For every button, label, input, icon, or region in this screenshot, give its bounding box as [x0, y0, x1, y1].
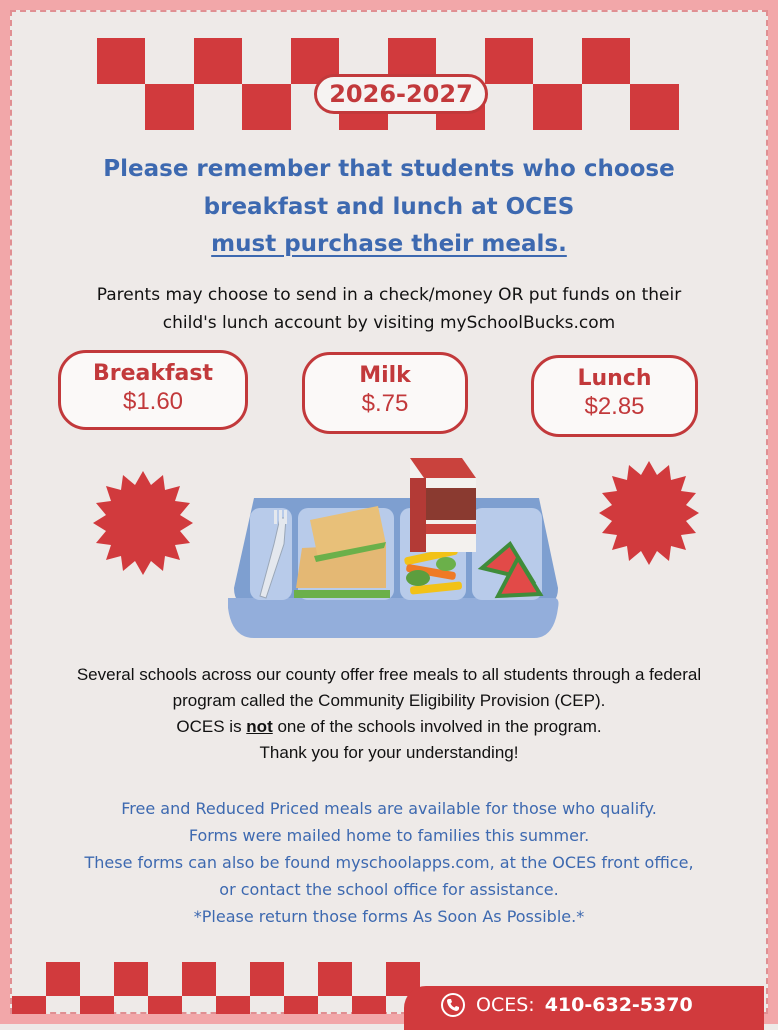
cep-line-4: Thank you for your understanding!: [259, 743, 519, 762]
price-value-milk: $.75: [361, 390, 409, 417]
free-reduced-line-2: Forms were mailed home to families this summer.: [188, 826, 590, 845]
phone-icon: [440, 992, 466, 1018]
headline-line-1: Please remember that students who choose: [103, 156, 675, 182]
price-value-lunch: $2.85: [584, 393, 645, 420]
year-badge: 2026-2027: [314, 74, 488, 114]
contact-phone-number[interactable]: 410-632-5370: [544, 994, 693, 1016]
headline-line-2: breakfast and lunch at OCES: [203, 194, 575, 220]
headline-line-3: must purchase their meals.: [211, 231, 567, 257]
intro-line-2: child's lunch account by visiting mySchoolBucks.com: [162, 313, 616, 333]
cep-line-3: [20, 714, 758, 740]
price-card-breakfast: [58, 350, 248, 430]
price-name-milk: Milk: [359, 363, 411, 388]
cep-emphasis-not: not: [246, 717, 273, 736]
cep-line-3-suffix: one of the schools involved in the program.: [272, 717, 602, 736]
lunch-tray-illustration: [214, 448, 564, 648]
free-reduced-line-3: These forms can also be found myschoolapps.com, at the OCES front office,: [84, 853, 694, 872]
free-reduced-line-4: or contact the school office for assistance.: [219, 880, 559, 899]
price-name-breakfast: Breakfast: [92, 361, 214, 386]
starburst-right-icon: [594, 458, 704, 568]
cep-line-2: program called the Community Eligibility Provision (CEP).: [172, 691, 606, 710]
contact-info: [440, 990, 740, 1020]
price-value-breakfast: $1.60: [122, 388, 184, 415]
free-reduced-line-5: *Please return those forms As Soon As Possible.*: [193, 907, 585, 926]
price-name-lunch: Lunch: [577, 366, 652, 391]
contact-label: OCES:: [476, 994, 535, 1016]
price-card-lunch: [531, 355, 698, 437]
free-reduced-line-1: Free and Reduced Priced meals are available for those who qualify.: [121, 799, 657, 818]
cep-line-1: Several schools across our county offer free meals to all students through a federal: [76, 665, 702, 684]
intro-line-1: Parents may choose to send in a check/money OR put funds on their: [96, 285, 682, 305]
price-card-milk: [302, 352, 468, 434]
starburst-left-icon: [88, 468, 198, 578]
cep-line-3-prefix: OCES is: [176, 717, 247, 736]
